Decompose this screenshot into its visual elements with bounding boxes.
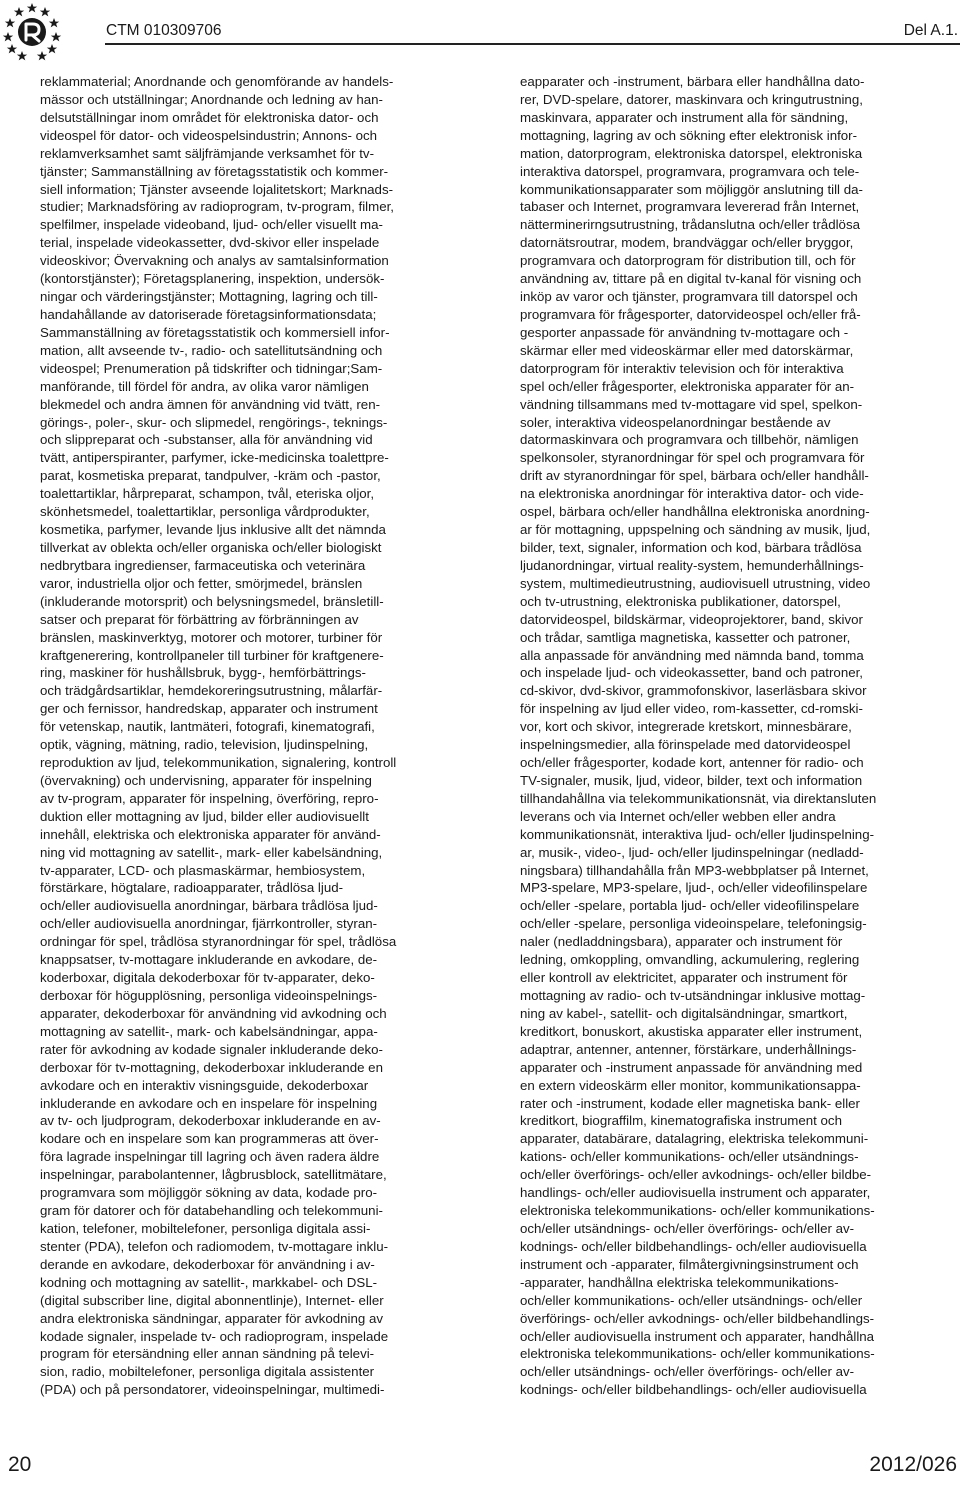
text-line: kreditkort, bonuskort, akustiska apparater eller instrument, <box>520 1023 863 1039</box>
text-line: programvara och datorprogram för distribution till, och för <box>520 253 856 269</box>
text-line: optik, vägning, mätning, radio, television, ljudinspelning, <box>40 737 369 753</box>
text-line: tillverkat av oblekta och/eller organiska och/eller biologiskt <box>40 539 382 555</box>
text-line: knappsatser, tv-mottagare inkluderande en avkodare, de- <box>40 952 378 968</box>
text-line: mation, datorprogram, elektroniska datorspel, elektroniska <box>520 145 863 161</box>
text-line: inköp av varor och tjänster, programvara till datorspel och <box>520 289 858 305</box>
text-line: tv-apparater, LCD- och plasmaskärmar, hembiosystem, <box>40 862 366 878</box>
text-line: nedbrytbara ingredienser, farmaceutiska och veterinära <box>40 557 366 573</box>
text-line: och/eller kommunikations- och/eller utsändnings- och/eller <box>520 1292 863 1308</box>
text-line: ning vid mottagning av satellit-, mark- eller kabelsändning, <box>40 844 383 860</box>
text-line: gesporter anpassade för användning tv-mottagare och - <box>520 324 849 340</box>
text-line: kodade signaler, inspelade tv- och radioprogram, inspelade <box>40 1328 389 1344</box>
text-line: videospel; Prenumeration på tidskrifter och tidningar;Sam- <box>40 360 383 376</box>
text-line: och trådar, samtliga magnetiska, kassetter och patroner, <box>520 629 851 645</box>
text-line: terial, inspelade videokassetter, dvd-skivor eller inspelade <box>40 235 380 251</box>
text-line: (övervakning) och undervisning, apparater för inspelning <box>40 772 372 788</box>
text-line: görings-, poler-, skur- och slipmedel, rengörings-, teknings- <box>40 414 388 430</box>
text-line: vändning tillsammans med tv-mottagare vid spel, spelkon- <box>520 396 863 412</box>
left-text-column <box>40 73 435 1399</box>
text-line: videospel för dator- och videospelsindustrin; Annons- och <box>40 127 378 143</box>
text-line: elektroniska telekommunikations- och/eller kommunikations- <box>520 1346 875 1362</box>
text-line: studier; Marknadsföring av radioprogram, tv-program, filmer, <box>40 199 394 215</box>
text-line: (inkluderande motorsprit) och belysningsmedel, bränsletill- <box>40 593 384 609</box>
text-line: och/eller utsändnings- och/eller överförings- och/eller av- <box>520 1364 855 1380</box>
text-line: eller kontroll av elektricitet, apparater och instrument för <box>520 970 848 986</box>
text-line: och tv-utrustning, elektroniska publikationer, datorspel, <box>520 593 841 609</box>
text-line: en extern videoskärm eller monitor, kommunikationsappa- <box>520 1077 861 1093</box>
text-line: alla anpassade för användning med nämnda band, tomma <box>520 647 864 663</box>
text-line: tabaser och Internet, programvara levererad från Internet, <box>520 199 860 215</box>
text-line: datornätsroutrar, modem, brandväggar och/eller bryggor, <box>520 235 854 251</box>
text-line: system, multimedieutrustning, audiovisuell utrustning, video <box>520 575 871 591</box>
text-line: kation, telefoner, mobiltelefoner, personliga digitala assi- <box>40 1221 371 1236</box>
text-line: vor, kort och skivor, integrerade kretskort, minnesbärare, <box>520 719 852 735</box>
text-line: maskinvara, apparater och instrument alla för sändning, <box>520 109 849 125</box>
text-line: användning av, tittare på en digital tv-kanal för visning och <box>520 271 862 287</box>
right-text-column <box>520 73 915 1399</box>
eu-emblem-logo <box>2 2 62 62</box>
text-line: kraftgenerering, kontrollpaneler till turbiner för kraftgenere- <box>40 647 384 663</box>
text-line: ningsbara) tillhandahålla från MP3-webbplatser på Internet, <box>520 862 869 878</box>
text-line: soler, interaktiva videospelanordningar bestående av <box>520 414 831 430</box>
text-line: kreditkort, biograffilm, kinematografiska instrument och <box>520 1113 842 1129</box>
text-line: datormaskinvara och programvara och tillbehör, nämligen <box>520 432 859 448</box>
text-line: kosmetika, parfymer, levande ljus inklusive allt det nämnda <box>40 522 386 538</box>
text-line: -apparater, handhållna elektriska telekommunikations- <box>520 1274 839 1290</box>
text-line: program för etersändning eller annan sändning på televi- <box>40 1346 375 1362</box>
bulletin-issue: 2012/026 <box>869 1453 957 1476</box>
text-line: bilder, text, signaler, information och kod, bärbara trådlösa <box>520 539 862 555</box>
text-line: inkluderande en avkodare och en inspelare för inspelning <box>40 1095 378 1111</box>
text-line: (PDA) och på persondatorer, videoinspelningar, multimedi- <box>40 1382 385 1398</box>
text-line: programvara som möjliggör sökning av data, kodade pro- <box>40 1185 378 1201</box>
text-line: tillhandahållna via telekommunikationsnät, via direktansluten <box>520 790 877 806</box>
text-line: förstärkare, högtalare, radioapparater, trådlösa ljud- <box>40 880 344 896</box>
text-line: leverans och via Internet och/eller webben eller andra <box>520 808 836 824</box>
text-line: och/eller -spelare, personliga videoinspelare, telefoningsig- <box>520 916 867 932</box>
text-line: ordningar för spel, trådlösa styranordningar för spel, trådlösa <box>40 934 397 950</box>
text-line: kodare och en inspelare som kan programmeras att över- <box>40 1131 379 1147</box>
text-line: tjänster; Sammanställning av företagsstatistik och kommer- <box>40 163 389 179</box>
text-line: och/eller frågesporter, kodade kort, antenner för radio- och <box>520 755 864 771</box>
text-line: sion, radio, mobiltelefoner, personliga digitala assistenter <box>40 1364 375 1380</box>
text-line: ospel, bärbara och/eller handhållna elektroniska anordning- <box>520 504 870 520</box>
text-line: programvara för frågesporter, datorvideospel och/eller frå- <box>520 306 861 322</box>
text-line: (kontorstjänster); Företagsplanering, inspektion, undersök- <box>40 271 385 287</box>
text-line: cd-skivor, dvd-skivor, grammofonskivor, laserläsbara skivor <box>520 683 867 699</box>
text-line: derboxar för tv-mottagning, dekoderboxar inkluderande en <box>40 1059 383 1075</box>
text-line: handlings- och/eller audiovisuella instrument och apparater, <box>520 1185 871 1201</box>
text-line: stenter (PDA), telefon och radiomodem, tv-mottagare inklu- <box>40 1238 389 1254</box>
text-line: bränslen, maskinverktyg, motorer och motorer, turbiner för <box>40 629 383 645</box>
text-line: rater och -instrument, kodade eller magnetiska bank- eller <box>520 1095 860 1111</box>
text-line: tvätt, antiperspiranter, parfymer, icke-medicinska toalettpre- <box>40 450 389 466</box>
text-line: eapparater och -instrument, bärbara eller handhållna dato- <box>520 74 865 89</box>
text-line: handahållande av datoriserade företagsinformationsdata; <box>40 306 377 322</box>
text-line: rer, DVD-spelare, datorer, maskinvara och kringutrustning, <box>520 91 863 107</box>
text-line: överförings- och/eller avkodnings- och/eller bildbehandlings- <box>520 1310 875 1326</box>
text-line: kodnings- och/eller bildbehandlings- och/eller audiovisuella <box>520 1382 867 1398</box>
text-line: och/eller överförings- och/eller avkodnings- och/eller bildbe- <box>520 1167 872 1183</box>
text-line: ar för mottagning, uppspelning och sändning av musik, ljud, <box>520 522 871 538</box>
text-line: mässor och utställningar; Anordnande och ledning av han- <box>40 91 383 107</box>
section-label: Del A.1. <box>903 22 958 39</box>
text-line: ningar och värderingstjänster; Mottagning, lagring och till- <box>40 289 378 305</box>
text-line: mottagning av satellit-, mark- och kabelsändningar, appa- <box>40 1023 378 1039</box>
text-line: kodning och mottagning av satellit-, markkabel- och DSL- <box>40 1274 378 1290</box>
text-line: mottagning av radio- och tv-utsändningar inklusive mottag- <box>520 988 866 1004</box>
text-line: datorvideospel, bildskärmar, videoprojektorer, band, skivor <box>520 611 863 627</box>
text-line: interaktiva datorspel, programvara, programvara och tele- <box>520 163 860 179</box>
text-line: ar, musik-, video-, ljud- och/eller ljudinspelningar (nedladd- <box>520 844 864 860</box>
text-line: satser och preparat för förbättring av förbränningen av <box>40 611 359 627</box>
text-line: föra lagrade inspelningar till lagring och även radera äldre <box>40 1149 380 1165</box>
text-line: och/eller audiovisuella anordningar, fjärrkontroller, styran- <box>40 916 378 932</box>
text-line: spel och/eller frågesporter, elektroniska apparater för an- <box>520 378 855 394</box>
text-line: inspelningsmedier, alla förinspelade med datorvideospel <box>520 737 851 753</box>
text-line: mation, allt avseende tv-, radio- och satellitutsändning och <box>40 342 383 358</box>
text-line: reklammaterial; Anordnande och genomförande av handels- <box>40 74 394 89</box>
text-line: och inspelade ljud- och videokassetter, band och patroner, <box>520 665 863 681</box>
text-line: och/eller -spelare, portabla ljud- och/eller videofilinspelare <box>520 898 860 914</box>
text-line: Sammanställning av företagsstatistik och kommersiell infor- <box>40 324 390 340</box>
text-line: apparater och -instrument anpassade för användning med <box>520 1059 863 1075</box>
text-line: manförande, till fördel för andra, av olika varor nämligen <box>40 378 369 394</box>
text-line: spelkonsoler, styranordningar för spel och programvara för <box>520 450 865 466</box>
text-line: derande en avkodare, dekoderboxar för användning i av- <box>40 1256 375 1272</box>
text-line: mottagning, lagring av och sökning efter elektronisk infor- <box>520 127 858 143</box>
text-line: och/eller audiovisuella instrument och apparater, handhållna <box>520 1328 875 1344</box>
text-line: toalettartiklar, hårpreparat, schampon, tvål, eteriska oljor, <box>40 486 375 502</box>
page-number: 20 <box>8 1453 32 1476</box>
text-line: siell information; Tjänster avseende lojalitetskort; Marknads- <box>40 181 394 197</box>
text-line: skärmar eller med videoskärmar eller med datorskärmar, <box>520 342 854 358</box>
text-line: duktion eller mottagning av ljud, bilder eller audiovisuellt <box>40 808 369 824</box>
text-line: avkodare och en interaktiv visningsguide, dekoderboxar <box>40 1077 369 1093</box>
text-line: spelfilmer, inspelade videoband, ljud- och/eller visuellt ma- <box>40 217 383 233</box>
text-line: datorprogram för interaktiv television och för interaktiva <box>520 360 844 376</box>
text-line: gram för datorer och för databehandling och telekommuni- <box>40 1203 383 1219</box>
text-line: apparater, dekoderboxar för användning vid avkodning och <box>40 1005 387 1021</box>
text-line: na elektroniska anordningar för interaktiva dator- och vide- <box>520 486 864 502</box>
text-line: nätterminerirngsutrustning, trådanslutna och/eller trådlösa <box>520 217 860 233</box>
text-line: andra elektroniska sändningar, apparater för avkodning av <box>40 1310 383 1326</box>
text-line: naler (nedladdningsbara), apparater och instrument för <box>520 934 843 950</box>
text-line: reklamverksamhet samt säljfrämjande verksamhet för tv- <box>40 145 374 161</box>
text-line: apparater, databärare, datalagring, elektriska telekommuni- <box>520 1131 869 1147</box>
text-line: kodnings- och/eller bildbehandlings- och/eller audiovisuella <box>520 1238 867 1254</box>
text-line: och trädgårdsartiklar, hemdekoreringsutrustning, målarfär- <box>40 683 383 699</box>
text-line: blekmedel och andra ämnen för användning vid tvätt, ren- <box>40 396 381 412</box>
text-line: koderboxar, digitala dekoderboxar för tv-apparater, deko- <box>40 970 375 986</box>
text-line: elektroniska telekommunikations- och/eller kommunikations- <box>520 1203 875 1219</box>
header-rule <box>105 43 960 45</box>
text-line: inspelningar, parabolantenner, lågbrusblock, satellitmätare, <box>40 1167 387 1183</box>
text-line: ning av kabel-, satellit- och digitalsändningar, smartkort, <box>520 1005 848 1021</box>
text-line: kommunikationsnät, interaktiva ljud- och/eller ljudinspelning- <box>520 826 875 842</box>
text-line: skönhetsmedel, toalettartiklar, personliga vårdprodukter, <box>40 504 370 520</box>
text-line: ger och fernissor, handredskap, apparater och instrument <box>40 701 378 717</box>
text-line: varor, industriella oljor och fetter, smörjmedel, bränslen <box>40 575 363 591</box>
text-line: och slippreparat och -substanser, alla för användning vid <box>40 432 373 448</box>
text-line: parat, kosmetiska preparat, tandpulver, -kräm och -pastor, <box>40 468 381 484</box>
text-line: adaptrar, antenner, antenner, förstärkare, underhållnings- <box>520 1041 857 1057</box>
text-line: MP3-spelare, MP3-spelare, ljud-, och/eller videofilinspelare <box>520 880 868 896</box>
text-line: kommunikationsapparater som möjliggör anslutning till da- <box>520 181 863 197</box>
text-line: TV-signaler, musik, ljud, videor, bilder, text och information <box>520 772 863 788</box>
ctm-number: CTM 010309706 <box>106 22 222 39</box>
text-line: derboxar för högupplösning, personliga videoinspelnings- <box>40 988 378 1004</box>
text-line: delsutställningar inom området för elektroniska dator- och <box>40 109 379 125</box>
text-line: reproduktion av ljud, telekommunikation, signalering, kontroll <box>40 755 397 771</box>
text-line: och/eller utsändnings- och/eller överförings- och/eller av- <box>520 1221 855 1236</box>
text-line: av tv-program, apparater för inspelning, överföring, repro- <box>40 790 379 806</box>
text-line: och/eller audiovisuella anordningar, bärbara trådlösa ljud- <box>40 898 378 914</box>
text-line: videoskivor; Övervakning och analys av samtalsinformation <box>40 253 389 269</box>
text-line: rater för avkodning av kodade signaler inkluderande deko- <box>40 1041 383 1057</box>
text-line: ring, maskiner för hushållsbruk, bygg-, hemförbättrings- <box>40 665 366 681</box>
text-line: instrument och -apparater, filmåtergivningsinstrument och <box>520 1256 859 1272</box>
text-line: kations- och/eller kommunikations- och/eller utsändnings- <box>520 1149 859 1165</box>
text-line: (digital subscriber line, digital abonnentlinje), Internet- eller <box>40 1292 384 1308</box>
text-line: för inspelning av ljud eller video, rom-kassetter, cd-romski- <box>520 701 863 717</box>
text-line: ljudanordningar, virtual reality-system, hemunderhållnings- <box>520 557 864 573</box>
text-line: ledning, omkoppling, omvandling, ackumulering, reglering <box>520 952 860 968</box>
text-line: innehåll, elektriska och elektroniska apparater för använd- <box>40 826 381 842</box>
text-line: av tv- och ljudprogram, dekoderboxar inkluderande en av- <box>40 1113 381 1129</box>
text-line: för vetenskap, nautik, lantmäteri, fotografi, kinematografi, <box>40 719 375 735</box>
text-line: drift av styranordningar för spel, bärbara och/eller handhåll- <box>520 468 869 484</box>
